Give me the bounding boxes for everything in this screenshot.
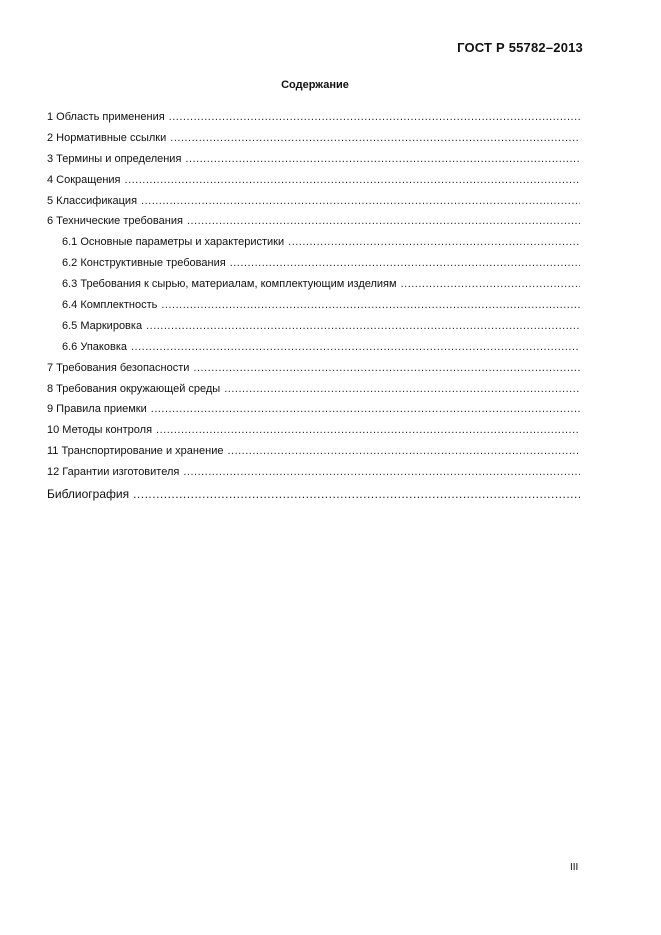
dot-leader	[401, 278, 580, 290]
toc-item-label: Библиография	[47, 487, 130, 502]
toc-item[interactable]	[47, 424, 580, 445]
toc-item[interactable]	[47, 403, 580, 424]
toc-item[interactable]	[47, 174, 580, 195]
dot-leader	[187, 215, 580, 227]
toc-item[interactable]	[47, 215, 580, 236]
toc-item-label: 6.2 Конструктивные требования	[62, 257, 226, 270]
toc-item-label: 2 Нормативные ссылки	[47, 131, 167, 144]
toc-item-label: 6 Технические требования	[47, 215, 183, 228]
dot-leader	[224, 383, 580, 395]
toc-subitem[interactable]	[47, 236, 580, 257]
toc-item[interactable]	[47, 445, 580, 466]
dot-leader	[161, 299, 580, 311]
toc-item[interactable]	[47, 111, 580, 132]
toc-item[interactable]	[47, 132, 580, 153]
toc-item-label: 8 Требования окружающей среды	[47, 382, 221, 395]
page-number: III	[570, 862, 579, 873]
dot-leader	[288, 236, 580, 248]
toc-item-label: 3 Термины и определения	[47, 152, 182, 165]
dot-leader	[169, 111, 580, 123]
dot-leader	[185, 153, 580, 165]
toc-item-label: 11 Транспортирование и хранение	[47, 445, 224, 458]
toc-item-label: 6.3 Требования к сырью, материалам, комплектующим изделиям	[62, 278, 397, 291]
toc-item[interactable]	[47, 383, 580, 404]
toc-subitem[interactable]	[47, 278, 580, 299]
toc-item[interactable]	[47, 362, 580, 383]
document-code: ГОСТ Р 55782–2013	[457, 40, 583, 55]
toc-item-label: 10 Методы контроля	[47, 424, 153, 437]
toc-item-label: 9 Правила приемки	[47, 403, 147, 416]
toc-item-label: 4 Сокращения	[47, 173, 121, 186]
toc-item[interactable]	[47, 195, 580, 216]
toc-item-label: 6.4 Комплектность	[62, 299, 158, 312]
toc-title: Содержание	[281, 79, 349, 91]
toc-subitem[interactable]	[47, 299, 580, 320]
toc-item-label: 7 Требования безопасности	[47, 361, 190, 374]
dot-leader	[183, 466, 580, 478]
toc-item-label: 5 Классификация	[47, 194, 138, 207]
toc-item[interactable]	[47, 466, 580, 487]
dot-leader	[131, 341, 580, 353]
dot-leader	[125, 174, 580, 186]
dot-leader	[156, 424, 580, 436]
dot-leader	[230, 257, 580, 269]
dot-leader	[227, 445, 580, 457]
toc-item[interactable]	[47, 153, 580, 174]
toc-item-label: 6.5 Маркировка	[62, 319, 143, 332]
dot-leader	[193, 362, 580, 374]
toc-subitem[interactable]	[47, 320, 580, 341]
toc-item-label: 1 Область применения	[47, 111, 165, 123]
toc-item-bibliography[interactable]	[47, 487, 580, 509]
dot-leader	[133, 487, 580, 501]
table-of-contents	[47, 111, 580, 509]
toc-item-label: 12 Гарантии изготовителя	[47, 466, 180, 479]
toc-subitem[interactable]	[47, 257, 580, 278]
toc-item-label: 6.1 Основные параметры и характеристики	[62, 236, 285, 249]
dot-leader	[146, 320, 580, 332]
toc-item-label: 6.6 Упаковка	[62, 340, 127, 353]
dot-leader	[141, 195, 580, 207]
toc-subitem[interactable]	[47, 341, 580, 362]
dot-leader	[151, 403, 580, 415]
dot-leader	[170, 132, 580, 144]
